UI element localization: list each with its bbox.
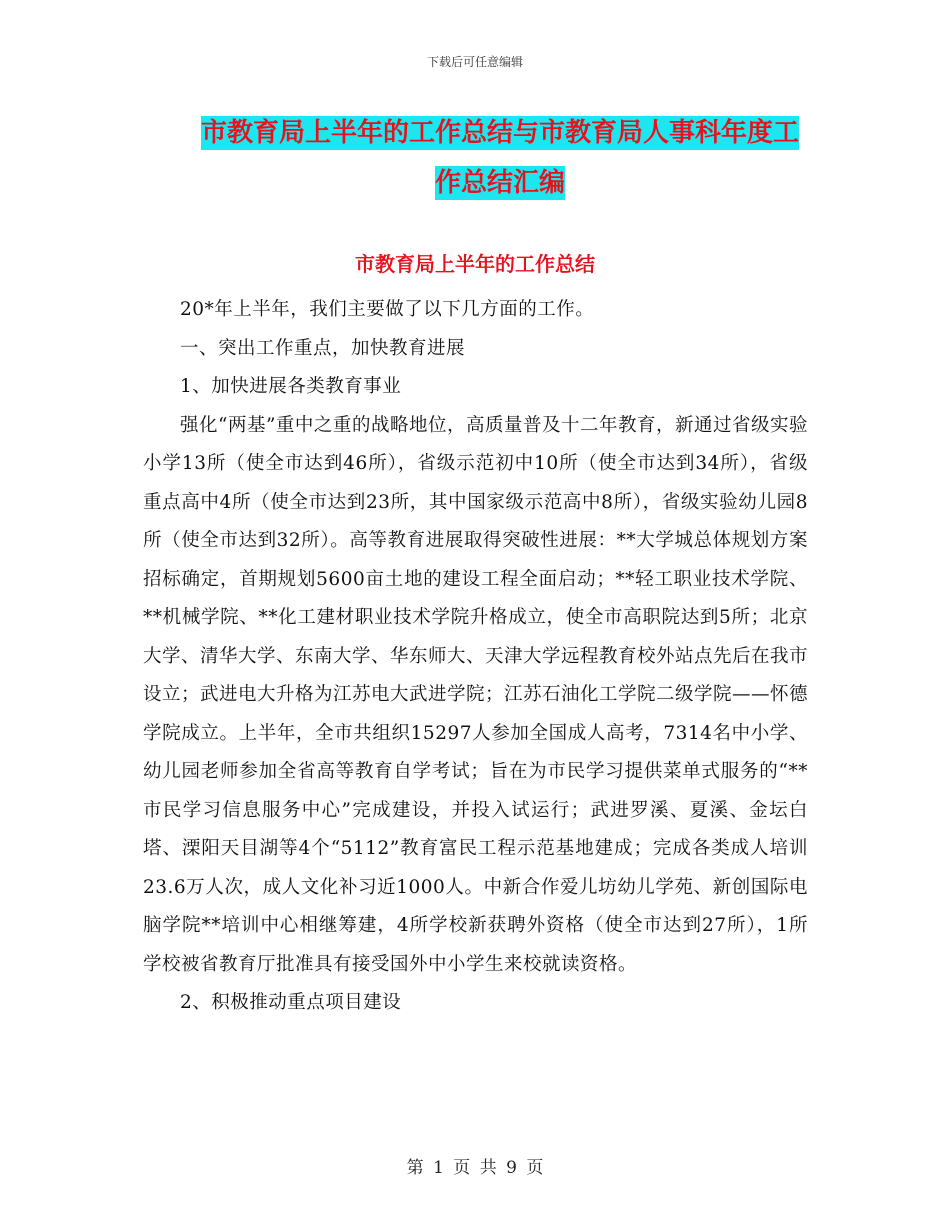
section-title: 市教育局上半年的工作总结 bbox=[355, 252, 595, 276]
paragraph-subheading-2: 2、积极推动重点项目建设 bbox=[180, 992, 402, 1013]
paragraph-subheading-1: 1、加快进展各类教育事业 bbox=[180, 376, 402, 397]
paragraph-heading-1: 一、突出工作重点，加快教育进展 bbox=[180, 337, 466, 359]
title-line-1: 市教育局上半年的工作总结与市教育局人事科年度工 bbox=[200, 118, 799, 148]
download-note: 下载后可任意编辑 bbox=[426, 55, 523, 69]
document-body bbox=[143, 291, 808, 1023]
title-line-2: 作总结汇编 bbox=[434, 168, 565, 198]
paragraph-intro: 20*年上半年，我们主要做了以下几方面的工作。 bbox=[180, 299, 595, 320]
paragraph-main: 强化“两基”重中之重的战略地位，高质量普及十二年教育，新通过省级实验小学13所（使全市达到46所），省级示范初中10所（使全市达到34所），省级重点高中4所（使全市达到23所，其中国家级示范高中8所），省级实验幼儿园8所（使全市达到32所）。高等教育进展取得突破性进展：**大学城总体规划方案招标确定，首期规划5600亩土地的建设工程全面启动；**轻工职业技术学院、**机械学院、**化工建材职业技术学院升格成立，使全市高职院达到5所；北京大学、清华大学、东南大学、华东师大、天津大学远程教育校外站点先后在我市设立；武进电大升格为江苏电大武进学院；江苏石油化工学院二级学院——怀德学院成立。上半年，全市共组织15297人参加全国成人高考，7314名中小学、幼儿园老师参加全省高等教育自学考试；旨在为市民学习提供菜单式服务的“**市民学习信息服务中心”完成建设，并投入试运行；武进罗溪、夏溪、金坛白塔、溧阳天目湖等4个“5112”教育富民工程示范基地建成；完成各类成人培训23.6万人次，成人文化补习近1000人。中新合作爱儿坊幼儿学苑、新创国际电脑学院**培训中心相继筹建，4所学校新获聘外资格（使全市达到27所），1所学校被省教育厅批准具有接受国外中小学生来校就读资格。 bbox=[143, 414, 809, 975]
page-number: 第 1 页 共 9 页 bbox=[406, 1158, 544, 1178]
document-title bbox=[150, 108, 850, 208]
